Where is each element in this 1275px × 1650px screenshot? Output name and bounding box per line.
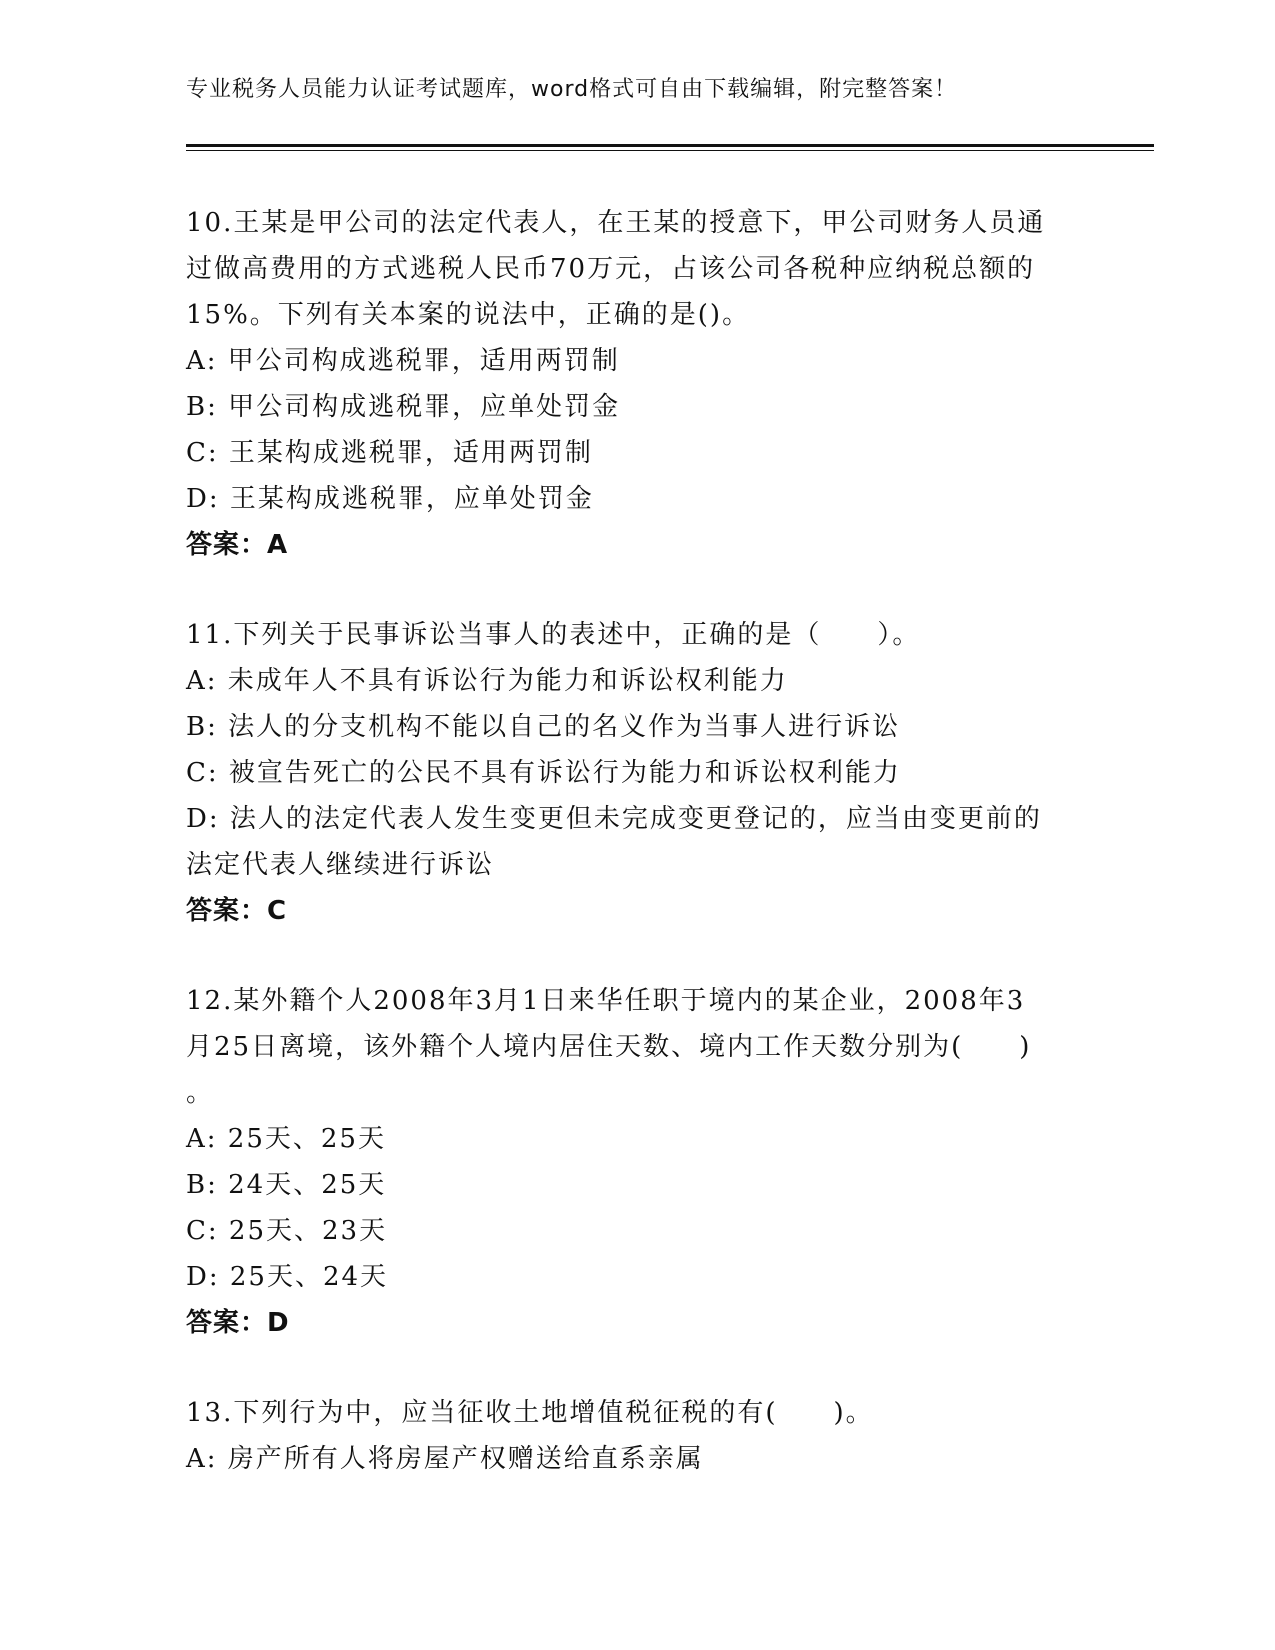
question-13: [186, 1390, 1066, 1482]
question-10: [186, 200, 1066, 568]
option-b: B: 法人的分支机构不能以自己的名义作为当事人进行诉讼: [186, 712, 901, 742]
page-header: 专业税务人员能力认证考试题库，word格式可自由下载编辑，附完整答案！: [186, 77, 958, 102]
option-a: A: 未成年人不具有诉讼行为能力和诉讼权利能力: [186, 666, 788, 696]
answer: 答案：D: [186, 1308, 290, 1338]
question-text-line: 15%。下列有关本案的说法中，正确的是()。: [186, 300, 751, 330]
question-text-line: 11.下列关于民事诉讼当事人的表述中，正确的是（ ）。: [186, 620, 921, 650]
question-text-line: 12.某外籍个人2008年3月1日来华任职于境内的某企业，2008年3: [186, 986, 1026, 1016]
option-a: A: 25天、25天: [186, 1124, 386, 1154]
question-text-line: 13.下列行为中，应当征收土地增值税征税的有( )。: [186, 1398, 874, 1428]
question-12: [186, 978, 1066, 1346]
option-d: D: 25天、24天: [186, 1262, 389, 1292]
option-a: A: 甲公司构成逃税罪，适用两罚制: [186, 346, 620, 376]
header-divider: [186, 144, 1154, 151]
option-a: A: 房产所有人将房屋产权赠送给直系亲属: [186, 1444, 704, 1474]
option-d-continued: 法定代表人继续进行诉讼: [186, 850, 495, 880]
option-d: D: 王某构成逃税罪，应单处罚金: [186, 484, 594, 514]
option-b: B: 24天、25天: [186, 1170, 387, 1200]
question-11: [186, 612, 1066, 934]
option-c: C: 25天、23天: [186, 1216, 388, 1246]
option-c: C: 王某构成逃税罪，适用两罚制: [186, 438, 593, 468]
question-list: [186, 200, 1066, 1526]
option-b: B: 甲公司构成逃税罪，应单处罚金: [186, 392, 621, 422]
question-text-line: 。: [186, 1078, 215, 1108]
answer: 答案：C: [186, 896, 288, 926]
question-text-line: 月25日离境，该外籍个人境内居住天数、境内工作天数分别为( ): [186, 1032, 1032, 1062]
question-text-line: 10.王某是甲公司的法定代表人，在王某的授意下，甲公司财务人员通: [186, 208, 1046, 238]
answer: 答案：A: [186, 530, 289, 560]
option-c: C: 被宣告死亡的公民不具有诉讼行为能力和诉讼权利能力: [186, 758, 901, 788]
option-d: D: 法人的法定代表人发生变更但未完成变更登记的，应当由变更前的: [186, 804, 1042, 834]
question-text-line: 过做高费用的方式逃税人民币70万元，占该公司各税种应纳税总额的: [186, 254, 1036, 284]
